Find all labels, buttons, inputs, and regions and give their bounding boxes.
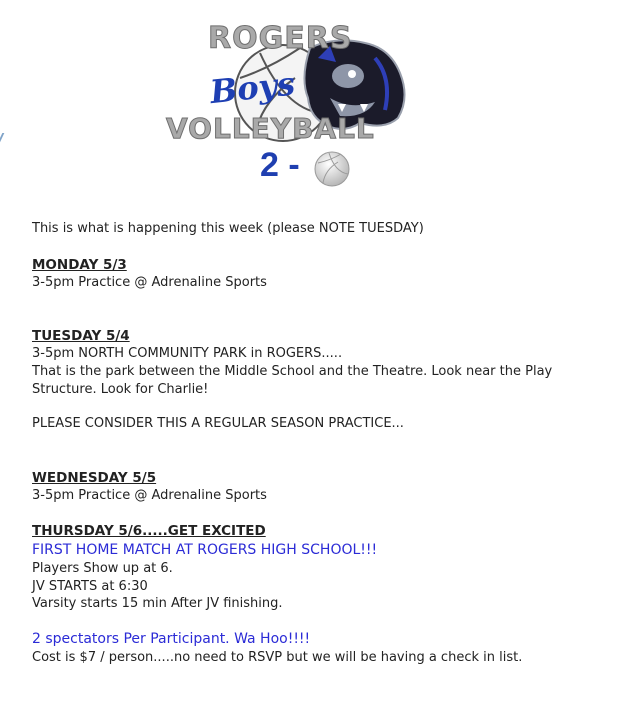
thursday-highlight: FIRST HOME MATCH AT ROGERS HIGH SCHOOL!!!	[32, 542, 378, 558]
wednesday-heading: WEDNESDAY 5/5	[32, 470, 157, 486]
monday-heading: MONDAY 5/3	[32, 257, 127, 273]
season-number: 2 -	[260, 146, 300, 184]
logo-boys-text: Boys	[208, 64, 297, 112]
thursday-spectators: 2 spectators Per Participant. Wa Hoo!!!!	[32, 631, 311, 647]
wednesday-line-1: 3-5pm Practice @ Adrenaline Sports	[32, 488, 267, 503]
thursday-heading: THURSDAY 5/6.....GET EXCITED	[32, 523, 266, 539]
thursday-line-2: JV STARTS at 6:30	[32, 579, 148, 594]
intro-text: This is what is happening this week (please NOTE TUESDAY)	[32, 221, 424, 236]
volleyball-icon	[313, 150, 351, 188]
thursday-cost: Cost is $7 / person.....no need to RSVP but we will be having a check in list.	[32, 650, 523, 665]
thursday-line-3: Varsity starts 15 min After JV finishing.	[32, 596, 283, 611]
logo-school-text: ROGERS	[208, 21, 353, 56]
tuesday-line-4: PLEASE CONSIDER THIS A REGULAR SEASON PRACTICE...	[32, 416, 404, 431]
tuesday-line-3: Structure. Look for Charlie!	[32, 382, 209, 397]
tuesday-line-1: 3-5pm NORTH COMMUNITY PARK in ROGERS.....	[32, 346, 343, 361]
tuesday-line-2: That is the park between the Middle School and the Theatre. Look near the Play	[32, 364, 553, 379]
thursday-line-1: Players Show up at 6.	[32, 561, 173, 576]
logo-sport-text: VOLLEYBALL	[166, 112, 375, 145]
edge-mark	[0, 133, 8, 143]
monday-line-1: 3-5pm Practice @ Adrenaline Sports	[32, 275, 267, 290]
tuesday-heading: TUESDAY 5/4	[32, 328, 130, 344]
